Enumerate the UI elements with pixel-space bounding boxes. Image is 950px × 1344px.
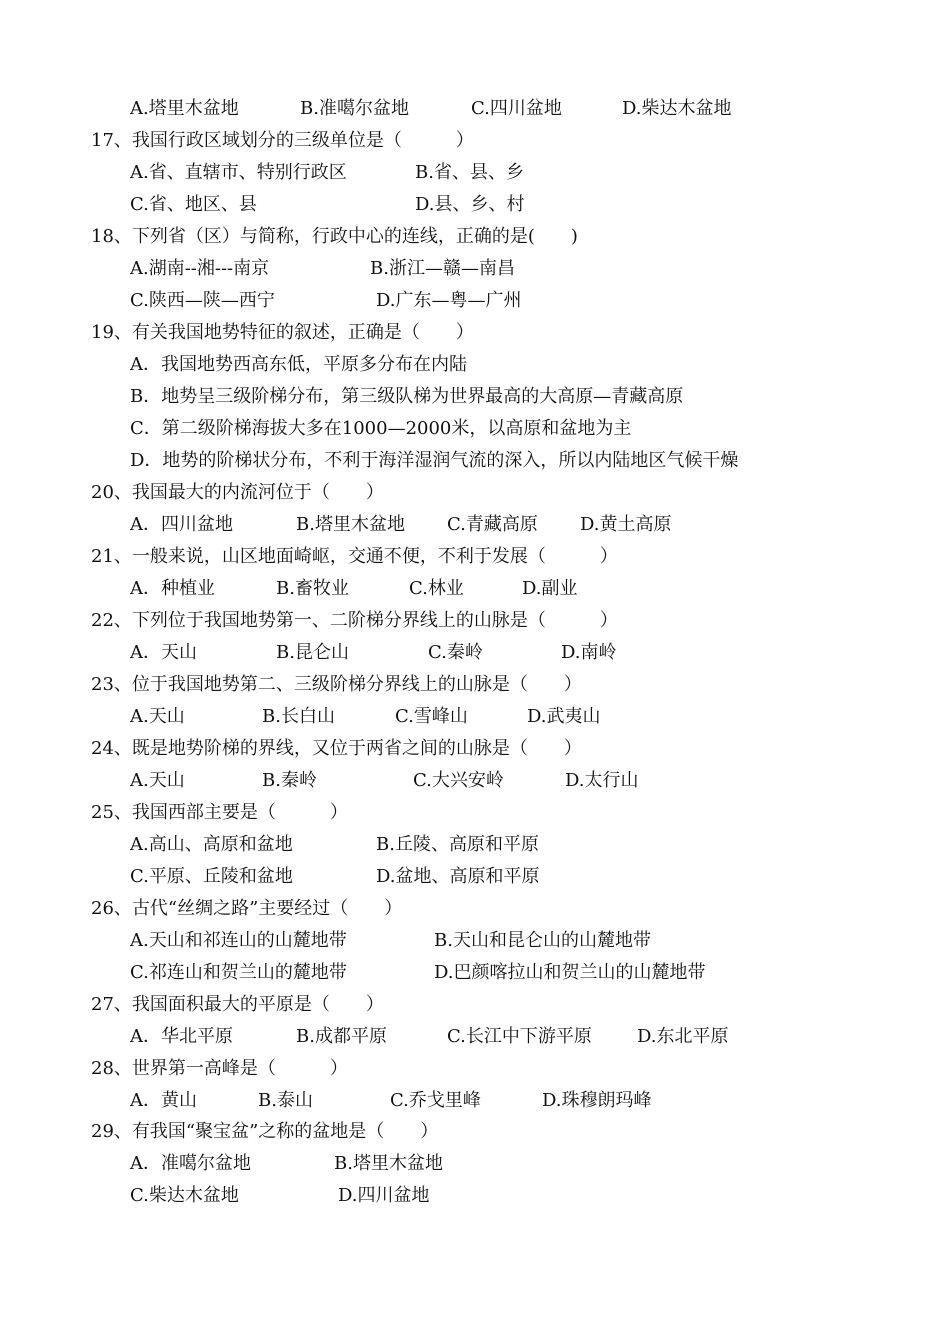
option: D.东北平原 bbox=[637, 1026, 729, 1047]
option: A.湖南--湘---南京 bbox=[130, 258, 270, 279]
option: B.畜牧业 bbox=[276, 578, 349, 599]
option: C.秦岭 bbox=[428, 642, 483, 663]
option: A．华北平原 bbox=[130, 1026, 233, 1047]
option: B.丘陵、高原和平原 bbox=[376, 834, 539, 855]
option: B.省、县、乡 bbox=[415, 162, 524, 183]
option: B.准噶尔盆地 bbox=[300, 98, 409, 119]
question-stem: 23、位于我国地势第二、三级阶梯分界线上的山脉是（ ） bbox=[91, 674, 582, 695]
option: A.塔里木盆地 bbox=[130, 98, 239, 119]
option: D.柴达木盆地 bbox=[622, 98, 732, 119]
question-options bbox=[0, 861, 950, 893]
question-options bbox=[0, 509, 950, 541]
option: C.祁连山和贺兰山的麓地带 bbox=[130, 962, 347, 983]
question-stem: 20、我国最大的内流河位于（ ） bbox=[91, 482, 384, 503]
option: C.青藏高原 bbox=[447, 514, 538, 535]
question-stem: 18、下列省（区）与简称，行政中心的连线，正确的是( ) bbox=[91, 226, 578, 247]
option: C.大兴安岭 bbox=[413, 770, 504, 791]
q16-options bbox=[0, 93, 950, 125]
option: A．我国地势西高东低，平原多分布在内陆 bbox=[130, 354, 467, 375]
option: B.天山和昆仑山的山麓地带 bbox=[434, 930, 651, 951]
question-options bbox=[0, 957, 950, 989]
option: A.天山 bbox=[130, 706, 185, 727]
option: D.盆地、高原和平原 bbox=[376, 866, 540, 887]
question-stem: 25、我国西部主要是（ ） bbox=[91, 802, 348, 823]
option: B．地势呈三级阶梯分布，第三级队梯为世界最高的大高原—青藏高原 bbox=[130, 386, 684, 407]
question-stem: 29、有我国“聚宝盆”之称的盆地是（ ） bbox=[91, 1121, 439, 1142]
question-options bbox=[0, 1180, 950, 1212]
option: B.浙江—赣—南昌 bbox=[370, 258, 515, 279]
question-options bbox=[0, 285, 950, 317]
question-stem: 17、我国行政区域划分的三级单位是（ ） bbox=[91, 130, 474, 151]
option: D.四川盆地 bbox=[338, 1185, 430, 1206]
option: D.巴颜喀拉山和贺兰山的山麓地带 bbox=[434, 962, 706, 983]
question-options bbox=[0, 765, 950, 797]
question-stem: 22、下列位于我国地势第一、二阶梯分界线上的山脉是（ ） bbox=[91, 610, 618, 631]
option: B.塔里木盆地 bbox=[334, 1153, 443, 1174]
option: D．地势的阶梯状分布，不利于海洋湿润气流的深入，所以内陆地区气候干燥 bbox=[130, 450, 739, 471]
option: D.副业 bbox=[522, 578, 578, 599]
option: C.陕西—陕—西宁 bbox=[130, 290, 275, 311]
question-options bbox=[0, 925, 950, 957]
option: C.乔戈里峰 bbox=[390, 1090, 481, 1111]
question-options bbox=[0, 1148, 950, 1180]
option: A.高山、高原和盆地 bbox=[130, 834, 293, 855]
question-options bbox=[0, 701, 950, 733]
question-stem: 26、古代“丝绸之路”主要经过（ ） bbox=[91, 898, 403, 919]
option: A.天山 bbox=[130, 770, 185, 791]
option: D.珠穆朗玛峰 bbox=[542, 1090, 652, 1111]
option: A．四川盆地 bbox=[130, 514, 233, 535]
option: A.天山和祁连山的山麓地带 bbox=[130, 930, 347, 951]
option: D.武夷山 bbox=[527, 706, 601, 727]
option: B.泰山 bbox=[258, 1090, 313, 1111]
question-options bbox=[0, 1021, 950, 1053]
question-options bbox=[0, 573, 950, 605]
option: B.塔里木盆地 bbox=[296, 514, 405, 535]
question-stem: 28、世界第一高峰是（ ） bbox=[91, 1058, 348, 1079]
question-options bbox=[0, 253, 950, 285]
option: D.广东—粤—广州 bbox=[376, 290, 522, 311]
option: D.南岭 bbox=[561, 642, 617, 663]
question-stem: 21、一般来说，山区地面崎岖，交通不便，不利于发展（ ） bbox=[91, 546, 618, 567]
question-options bbox=[0, 637, 950, 669]
option: B.昆仑山 bbox=[276, 642, 349, 663]
option: C.雪峰山 bbox=[395, 706, 468, 727]
question-stem: 19、有关我国地势特征的叙述，正确是（ ） bbox=[91, 322, 474, 343]
option: A．种植业 bbox=[130, 578, 215, 599]
question-options bbox=[0, 829, 950, 861]
question-stem: 27、我国面积最大的平原是（ ） bbox=[91, 994, 384, 1015]
option: C.平原、丘陵和盆地 bbox=[130, 866, 293, 887]
option: D.太行山 bbox=[565, 770, 639, 791]
option: C.四川盆地 bbox=[471, 98, 562, 119]
question-options bbox=[0, 157, 950, 189]
option: A.省、直辖市、特别行政区 bbox=[130, 162, 347, 183]
option: A．黄山 bbox=[130, 1090, 197, 1111]
option: B.秦岭 bbox=[262, 770, 317, 791]
question-options bbox=[0, 189, 950, 221]
option: D.黄土高原 bbox=[580, 514, 672, 535]
option: A．准噶尔盆地 bbox=[130, 1153, 251, 1174]
option: D.县、乡、村 bbox=[415, 194, 525, 215]
option: C.省、地区、县 bbox=[130, 194, 257, 215]
option: A．天山 bbox=[130, 642, 197, 663]
option: C.柴达木盆地 bbox=[130, 1185, 239, 1206]
option: C．第二级阶梯海拔大多在1000—2000米，以高原和盆地为主 bbox=[130, 418, 632, 439]
option: B.长白山 bbox=[262, 706, 335, 727]
option: C.长江中下游平原 bbox=[447, 1026, 592, 1047]
option: C.林业 bbox=[409, 578, 464, 599]
option: B.成都平原 bbox=[296, 1026, 387, 1047]
question-stem: 24、既是地势阶梯的界线，又位于两省之间的山脉是（ ） bbox=[91, 738, 582, 759]
question-options bbox=[0, 1085, 950, 1117]
